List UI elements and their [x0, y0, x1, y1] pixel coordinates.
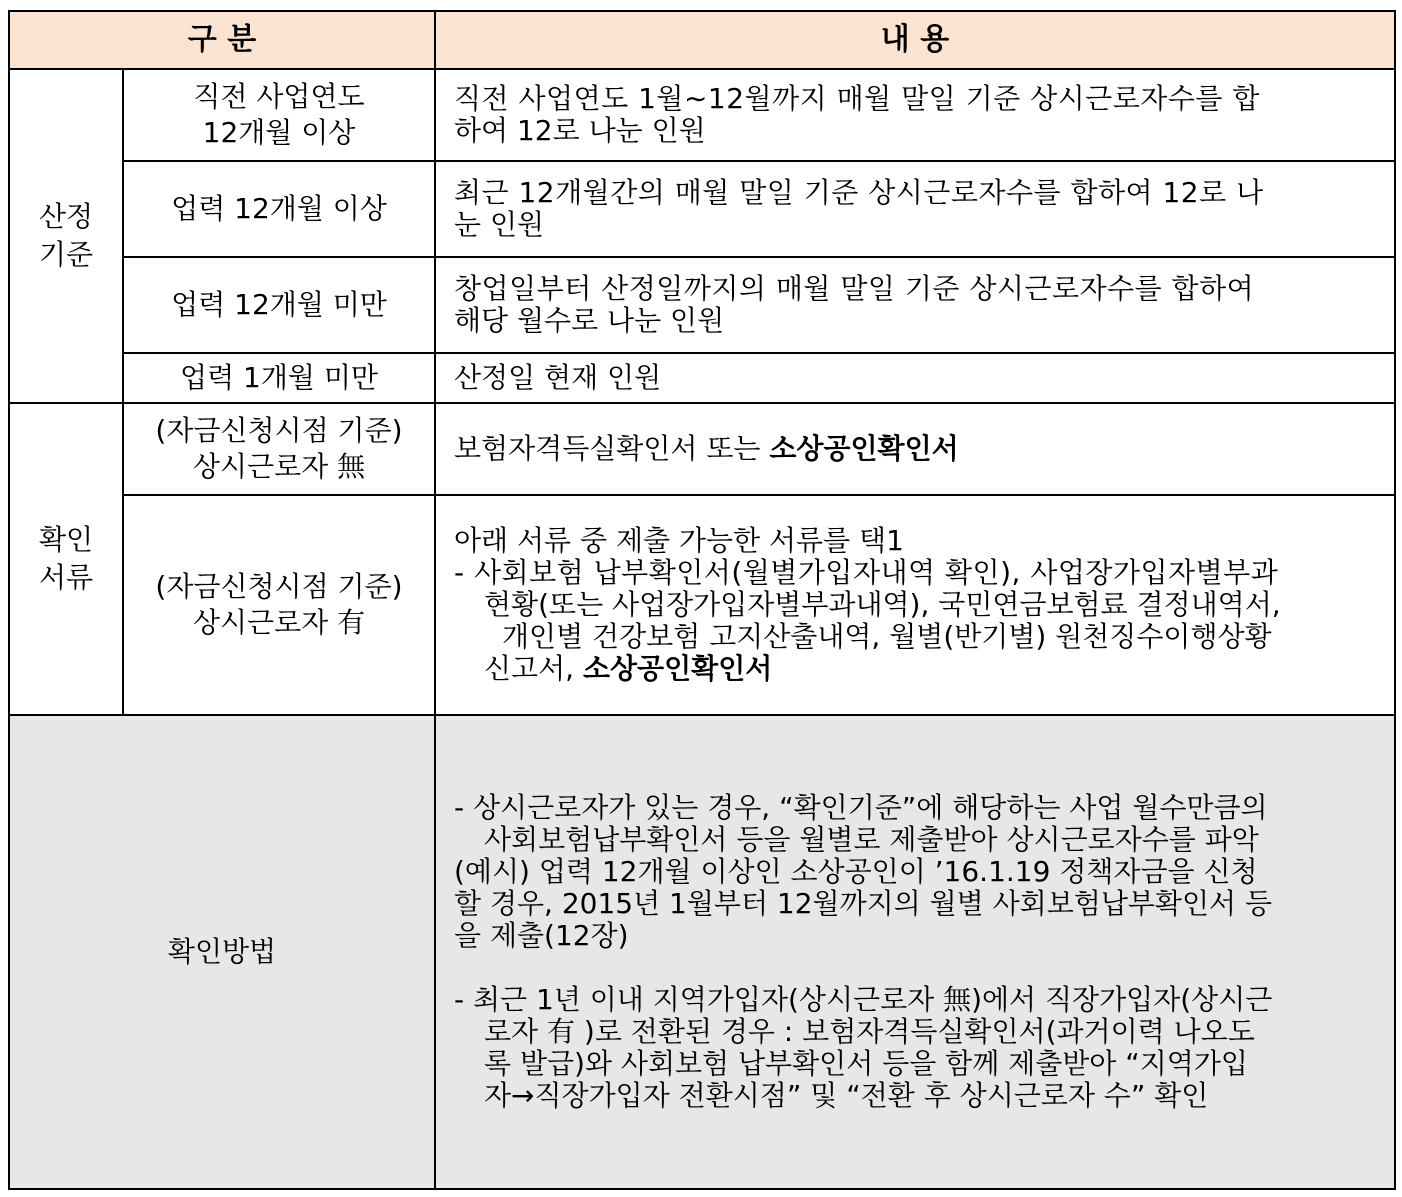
sub-category: 업력 1개월 미만: [123, 353, 435, 403]
section-label-method: 확인방법: [9, 715, 435, 1189]
document-table: [8, 10, 1396, 1190]
sub-category: (자금신청시점 기준) 상시근로자 無: [123, 403, 435, 495]
content-cell: 최근 12개월간의 매월 말일 기준 상시근로자수를 합하여 12로 나 눈 인원: [435, 161, 1395, 257]
content-cell: - 상시근로자가 있는 경우, “확인기준”에 해당하는 사업 월수만큼의 사회보험납부확인서 등을 월별로 제출받아 상시근로자수를 파악 (예시) 업력 12개월 이상인 소상공인이 ’16.1.19 정책자금을 신청 할 경우, 2015년 1월부터 12월까지의 월별 사회보험납부확인서 등 을 제출(12장) - 최근 1년 이내 지역가입자(상시근로자 無)에서 직장가입자(상시근 로자 有 )로 전환된 경우 : 보험자격득실확인서(과거이력 나오도 록 발급)와 사회보험 납부확인서 등을 함께 제출받아 “지역가입 자→직장가입자 전환시점” 및 “전환 후 상시근로자 수” 확인: [435, 715, 1395, 1189]
table-row: [9, 495, 1395, 715]
content-cell: 아래 서류 중 제출 가능한 서류를 택1 - 사회보험 납부확인서(월별가입자내역 확인), 사업장가입자별부과 현황(또는 사업장가입자별부과내역), 국민연금보험료 결정내역서, 개인별 건강보험 고지산출내역, 월별(반기별) 원천징수이행상황 신고서, 소상공인확인서: [435, 495, 1395, 715]
table-row: [9, 403, 1395, 495]
content-cell: 직전 사업연도 1월∼12월까지 매월 말일 기준 상시근로자수를 합 하여 12로 나눈 인원: [435, 69, 1395, 161]
header-content: 내 용: [435, 11, 1395, 69]
sub-category: 업력 12개월 이상: [123, 161, 435, 257]
section-label-calc-criteria: 산정 기준: [9, 69, 123, 403]
table-row: [9, 353, 1395, 403]
section-label-documents: 확인 서류: [9, 403, 123, 715]
content-cell: 보험자격득실확인서 또는 소상공인확인서: [435, 403, 1395, 495]
sub-category: 직전 사업연도 12개월 이상: [123, 69, 435, 161]
content-cell: 창업일부터 산정일까지의 매월 말일 기준 상시근로자수를 합하여 해당 월수로 나눈 인원: [435, 257, 1395, 353]
header-row: [9, 11, 1395, 69]
table-row: [9, 715, 1395, 1189]
table-row: [9, 69, 1395, 161]
spacer: [454, 952, 1384, 984]
table-row: [9, 161, 1395, 257]
content-cell: 산정일 현재 인원: [435, 353, 1395, 403]
table-row: [9, 257, 1395, 353]
sub-category: 업력 12개월 미만: [123, 257, 435, 353]
sub-category: (자금신청시점 기준) 상시근로자 有: [123, 495, 435, 715]
header-category: 구 분: [9, 11, 435, 69]
